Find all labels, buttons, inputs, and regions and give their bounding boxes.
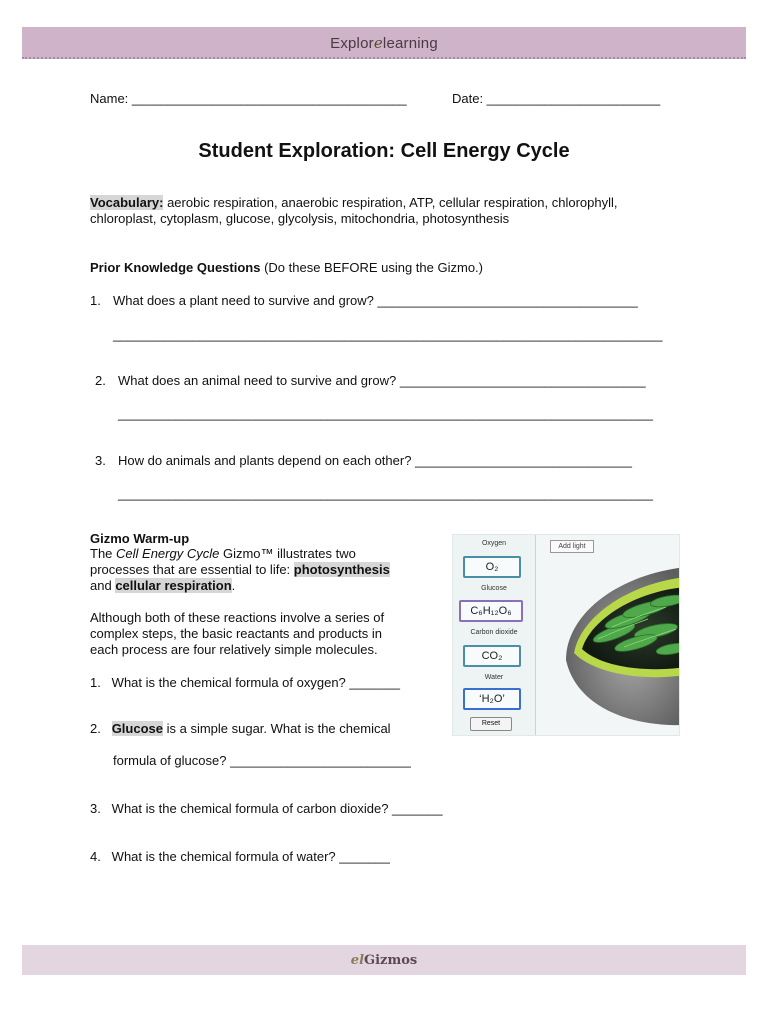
warmup-text: processes that are essential to life: — [90, 562, 294, 577]
prior-question-2-answer-line[interactable]: __________________________________________________________________________ — [118, 406, 654, 421]
footer-band — [22, 945, 746, 975]
prior-question-1-answer-line[interactable]: ____________________________________________________________________________ — [113, 327, 663, 342]
prior-knowledge-title: Prior Knowledge Questions — [90, 260, 261, 275]
carbon-dioxide-label: Carbon dioxide — [470, 629, 518, 636]
warmup-paragraph-1-line-3 — [90, 578, 235, 594]
warmup-question-2-number: 2. — [90, 721, 112, 736]
prior-question-1-number: 1. — [90, 293, 101, 308]
warmup-question-1[interactable]: 1. What is the chemical formula of oxygen? _______ — [90, 675, 401, 690]
name-field[interactable]: Name: ______________________________________ — [90, 91, 407, 106]
reset-button[interactable]: Reset — [470, 717, 512, 731]
vocabulary-line-2: chloroplast, cytoplasm, glucose, glycolysis, mitochondria, photosynthesis — [90, 211, 510, 226]
warmup-question-2[interactable] — [90, 721, 391, 737]
date-field[interactable]: Date: ________________________ — [452, 91, 661, 106]
water-label: Water — [484, 674, 504, 681]
warmup-text: and — [90, 578, 116, 593]
warmup-question-3[interactable]: 3. What is the chemical formula of carbon dioxide? _______ — [90, 801, 443, 816]
gizmo-screenshot — [452, 534, 680, 736]
logo-text-right: learning — [382, 35, 438, 52]
vocabulary-line-1 — [90, 195, 617, 211]
term-cellular-respiration: cellular respiration — [115, 578, 232, 593]
gizmo-name: Cell Energy Cycle — [116, 546, 220, 561]
warmup-paragraph-1-line-2 — [90, 562, 390, 578]
warmup-heading: Gizmo Warm-up — [90, 531, 190, 546]
header-band — [22, 27, 746, 59]
warmup-paragraph-2-line-1: Although both of these reactions involve a series of — [90, 610, 385, 625]
vocabulary-terms-1: aerobic respiration, anaerobic respiration, ATP, cellular respiration, chlorophyll, — [163, 195, 618, 210]
warmup-question-4[interactable]: 4. What is the chemical formula of water? _______ — [90, 849, 390, 864]
glucose-label: Glucose — [481, 585, 507, 592]
prior-question-2-number: 2. — [95, 373, 106, 388]
logo-text-left: Explor — [330, 35, 374, 52]
logo-mark: e — [373, 34, 383, 52]
vocabulary-label: Vocabulary: — [90, 195, 164, 210]
warmup-text: The — [90, 546, 117, 561]
glucose-molecule[interactable]: C₆H₁₂O₆ — [459, 600, 523, 622]
warmup-paragraph-2-line-3: each process are four relatively simple molecules. — [90, 642, 378, 657]
term-glucose: Glucose — [111, 721, 163, 736]
warmup-text: . — [231, 578, 236, 593]
explorelearning-logo — [22, 34, 746, 52]
prior-question-1[interactable]: What does a plant need to survive and grow? ____________________________________ — [113, 293, 638, 308]
prior-question-3-number: 3. — [95, 453, 106, 468]
warmup-question-2-line-2[interactable]: formula of glucose? _________________________ — [113, 753, 411, 768]
warmup-paragraph-2-line-2: complex steps, the basic reactants and products in — [90, 626, 382, 641]
chloroplast-illustration — [536, 535, 679, 735]
prior-question-2[interactable]: What does an animal need to survive and grow? __________________________________ — [118, 373, 646, 388]
oxygen-molecule[interactable]: O₂ — [463, 556, 521, 578]
prior-question-3[interactable]: How do animals and plants depend on each other? ______________________________ — [118, 453, 632, 468]
warmup-paragraph-1-line-1 — [90, 546, 356, 562]
gizmos-logo-text: Gizmos — [364, 953, 418, 968]
molecule-panel — [453, 535, 536, 735]
gizmos-logo — [22, 953, 746, 968]
warmup-text: is a simple sugar. What is the chemical — [162, 721, 391, 736]
prior-question-3-answer-line[interactable]: __________________________________________________________________________ — [118, 486, 654, 501]
warmup-text: Gizmo™ illustrates two — [219, 546, 356, 561]
prior-knowledge-heading — [90, 260, 483, 276]
page-title: Student Exploration: Cell Energy Cycle — [198, 140, 570, 162]
carbon-dioxide-molecule[interactable]: CO₂ — [463, 645, 521, 667]
oxygen-label: Oxygen — [481, 540, 507, 547]
prior-knowledge-note: (Do these BEFORE using the Gizmo.) — [260, 260, 483, 275]
term-photosynthesis: photosynthesis — [293, 562, 390, 577]
water-molecule[interactable]: ‘H₂O’ — [463, 688, 521, 710]
gizmos-logo-mark: el — [350, 953, 365, 968]
add-light-button[interactable]: Add light — [550, 540, 594, 553]
